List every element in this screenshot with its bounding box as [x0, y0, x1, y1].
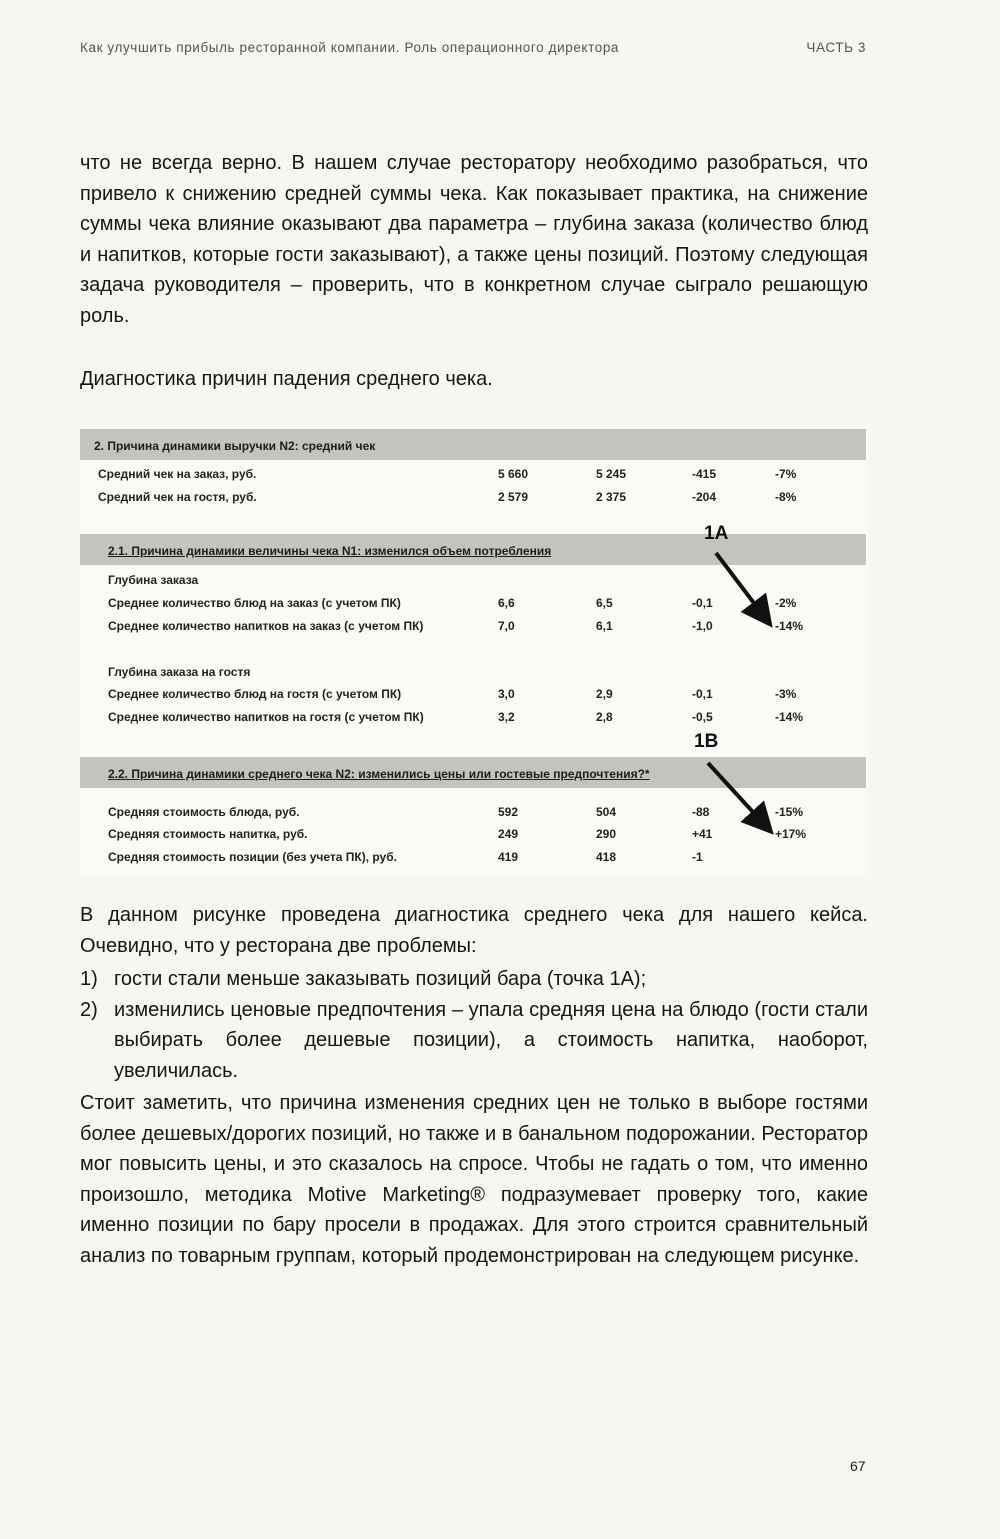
page-number: 67: [850, 1458, 866, 1474]
book-title: Как улучшить прибыль ресторанной компании. Роль операционного директора: [80, 40, 620, 55]
value-after: 2,9: [596, 687, 613, 701]
row-label: Средняя стоимость позиции (без учета ПК), руб.: [108, 850, 397, 864]
section-2-1-title: 2.1. Причина динамики величины чека N1: изменился объем потребления: [108, 544, 552, 558]
value-percent: -3%: [775, 687, 797, 701]
part-label: ЧАСТЬ 3: [806, 40, 866, 55]
list-item: [80, 995, 868, 1087]
paragraph-conclusion: Стоит заметить, что причина изменения средних цен не только в выборе гостями более дешевых/дорогих позиций, но также и в банальном подорожании. Ресторатор мог повысить цены, и это сказалось на спросе. Чтобы не гадать о том, что именно произошло, методика Motive Marketing® подразумевает проверку того, какие именно позиции по бару просели в продажах. Для этого строится сравнительный анализ по товарным группам, который продемонстрирован на следующем рисунке.: [80, 1092, 868, 1267]
value-after: 5 245: [596, 467, 627, 481]
value-before: 249: [498, 827, 519, 841]
marker-1b: 1B: [694, 731, 719, 752]
value-before: 592: [498, 805, 519, 819]
list-number: 2): [80, 998, 98, 1021]
value-after: 6,1: [596, 619, 613, 633]
value-percent: -14%: [775, 710, 804, 724]
value-percent: -7%: [775, 467, 797, 481]
value-percent: -14%: [775, 619, 804, 633]
value-percent: +17%: [775, 827, 807, 841]
value-after: 2,8: [596, 710, 613, 724]
row-label: Среднее количество напитков на заказ (с учетом ПК): [108, 619, 424, 633]
row-label: Среднее количество блюд на гостя (с учетом ПК): [108, 687, 402, 701]
list-text: изменились ценовые предпочтения – упала средняя цена на блюдо (гости стали выбирать более дешевые позиции), а стоимость напитка, наоборот, увеличилась.: [114, 998, 868, 1082]
list-text: гости стали меньше заказывать позиций бара (точка 1А);: [114, 968, 647, 990]
paragraph-analysis: В данном рисунке проведена диагностика среднего чека для нашего кейса. Очевидно, что у ресторана две проблемы:: [80, 904, 868, 957]
value-diff: -1: [692, 850, 703, 864]
value-after: 290: [596, 827, 617, 841]
average-check-diagnostics-table: [80, 425, 868, 875]
marker-1a: 1A: [704, 523, 729, 544]
value-diff: -1,0: [692, 619, 713, 633]
value-diff: -0,1: [692, 596, 713, 610]
value-diff: +41: [692, 827, 713, 841]
value-percent: -8%: [775, 490, 797, 504]
value-diff: -415: [692, 467, 717, 481]
value-diff: -0,1: [692, 687, 713, 701]
value-after: 418: [596, 850, 617, 864]
value-before: 6,6: [498, 596, 515, 610]
row-label: Среднее количество напитков на гостя (с учетом ПК): [108, 710, 424, 724]
group-label: Глубина заказа на гостя: [108, 665, 251, 679]
value-before: 7,0: [498, 619, 515, 633]
figure-caption: Диагностика причин падения среднего чека.: [80, 368, 493, 390]
section-2-2-title: 2.2. Причина динамики среднего чека N2: изменились цены или гостевые предпочтения?*: [108, 767, 650, 781]
value-percent: -2%: [775, 596, 797, 610]
list-number: 1): [80, 968, 98, 990]
value-after: 6,5: [596, 596, 613, 610]
row-label: Средний чек на гостя, руб.: [98, 490, 257, 504]
list-item: [80, 964, 868, 995]
value-diff: -88: [692, 805, 710, 819]
section-2-title: 2. Причина динамики выручки N2: средний чек: [94, 439, 376, 453]
paragraph-intro: что не всегда верно. В нашем случае ресторатору необходимо разобраться, что привело к снижению средней суммы чека. Как показывает практика, на снижение суммы чека влияние оказывают два параметра – глубина заказа (количество блюд и напитков, которые гости заказывают), а также цены позиций. Поэтому следующая задача руководителя – проверить, что в конкретном случае сыграло решающую роль.: [80, 152, 868, 327]
value-before: 419: [498, 850, 519, 864]
group-label: Глубина заказа: [108, 573, 199, 587]
value-before: 3,2: [498, 710, 515, 724]
row-label: Среднее количество блюд на заказ (с учетом ПК): [108, 596, 401, 610]
row-label: Средняя стоимость блюда, руб.: [108, 805, 300, 819]
value-diff: -204: [692, 490, 717, 504]
value-percent: -15%: [775, 805, 804, 819]
value-after: 504: [596, 805, 617, 819]
value-before: 5 660: [498, 467, 529, 481]
value-before: 2 579: [498, 490, 529, 504]
value-diff: -0,5: [692, 710, 713, 724]
value-after: 2 375: [596, 490, 627, 504]
row-label: Средняя стоимость напитка, руб.: [108, 827, 308, 841]
row-label: Средний чек на заказ, руб.: [98, 467, 257, 481]
arrow-1b: [708, 763, 763, 823]
running-header: [80, 40, 866, 55]
value-before: 3,0: [498, 687, 515, 701]
arrows-overlay: [80, 425, 868, 875]
arrow-1a: [716, 553, 763, 615]
problems-list: [80, 964, 868, 1086]
